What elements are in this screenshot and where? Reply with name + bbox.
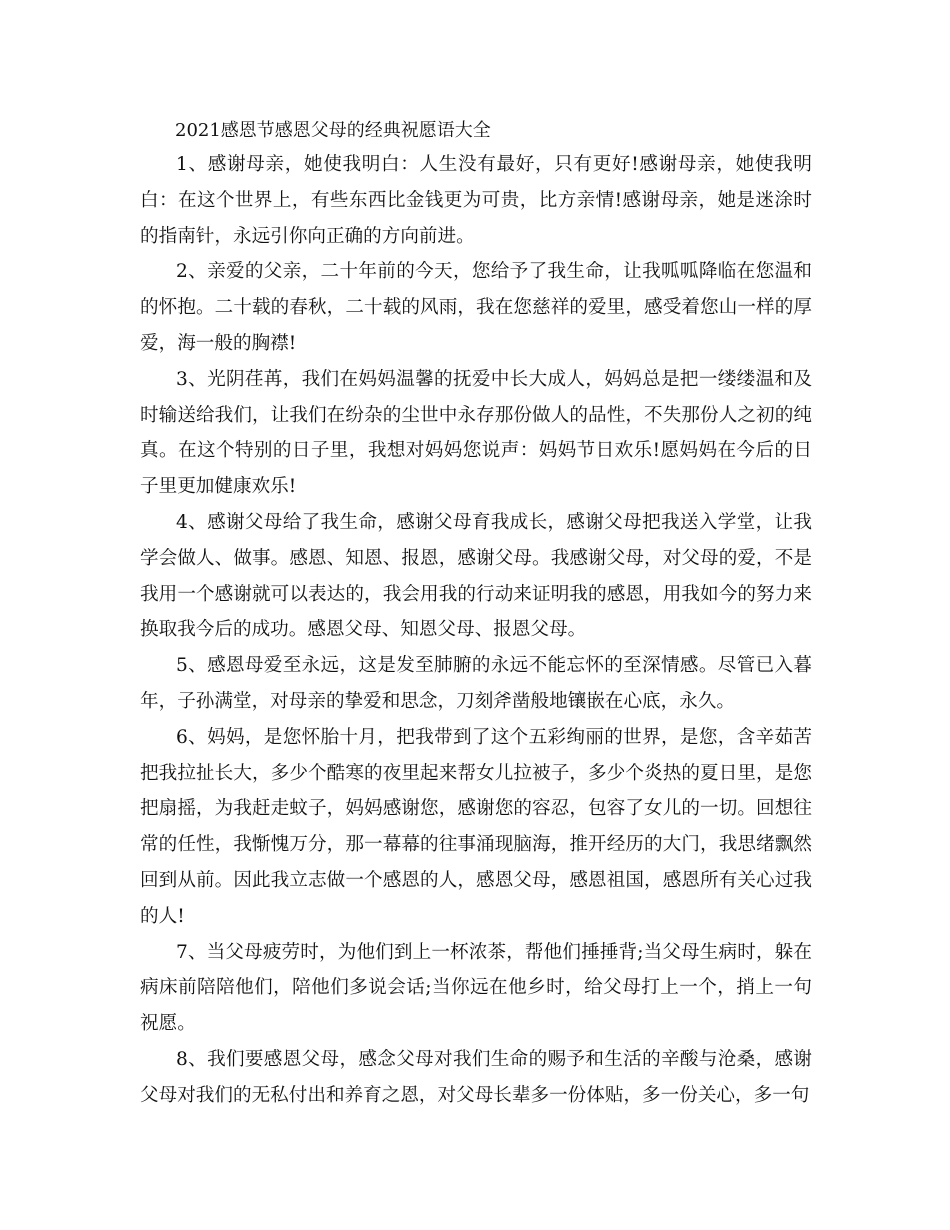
paragraph-2: 2、亲爱的父亲，二十年前的今天，您给予了我生命，让我呱呱降临在您温和的怀抱。二十载的春秋，二十载的风雨，我在您慈祥的爱里，感受着您山一样的厚爱，海一般的胸襟! — [140, 261, 812, 354]
document-body — [140, 117, 812, 1114]
document-title: 2021感恩节感恩父母的经典祝愿语大全 — [175, 120, 491, 141]
paragraph-8: 8、我们要感恩父母，感念父母对我们生命的赐予和生活的辛酸与沧桑，感谢父母对我们的无私付出和养育之恩，对父母长辈多一份体贴，多一份关心，多一句 — [140, 1048, 812, 1106]
paragraph-5: 5、感恩母爱至永远，这是发至肺腑的永远不能忘怀的至深情感。尽管已入暮年，子孙满堂，对母亲的挚爱和思念，刀刻斧凿般地镶嵌在心底，永久。 — [140, 655, 812, 712]
paragraph-3: 3、光阴荏苒，我们在妈妈温馨的抚爱中长大成人，妈妈总是把一缕缕温和及时输送给我们，让我们在纷杂的尘世中永存那份做人的品性，不失那份人之初的纯真。在这个特别的日子里，我想对妈妈您说声：妈妈节日欢乐!愿妈妈在今后的日子里更加健康欢乐! — [140, 368, 812, 498]
paragraph-6: 6、妈妈，是您怀胎十月，把我带到了这个五彩绚丽的世界，是您，含辛茹苦把我拉扯长大，多少个酷寒的夜里起来帮女儿拉被子，多少个炎热的夏日里，是您把扇摇，为我赶走蚊子，妈妈感谢您，感谢您的容忍，包容了女儿的一切。回想往常的任性，我惭愧万分，那一幕幕的往事涌现脑海，推开经历的大门，我思绪飘然回到从前。因此我立志做一个感恩的人，感恩父母，感恩祖国，感恩所有关心过我的人! — [140, 726, 812, 927]
paragraph-7: 7、当父母疲劳时，为他们到上一杯浓茶，帮他们捶捶背;当父母生病时，躲在病床前陪陪他们，陪他们多说会话;当你远在他乡时，给父母打上一个，捎上一句祝愿。 — [140, 941, 812, 1035]
paragraph-4: 4、感谢父母给了我生命，感谢父母育我成长，感谢父母把我送入学堂，让我学会做人、做事。感恩、知恩、报恩，感谢父母。我感谢父母，对父母的爱，不是我用一个感谢就可以表达的，我会用我的行动来证明我的感恩，用我如今的努力来换取我今后的成功。感恩父母、知恩父母、报恩父母。 — [140, 511, 812, 641]
paragraph-1: 1、感谢母亲，她使我明白：人生没有最好，只有更好!感谢母亲，她使我明白：在这个世界上，有些东西比金钱更为可贵，比方亲情!感谢母亲，她是迷涂时的指南针，永远引你向正确的方向前进。 — [140, 154, 812, 247]
